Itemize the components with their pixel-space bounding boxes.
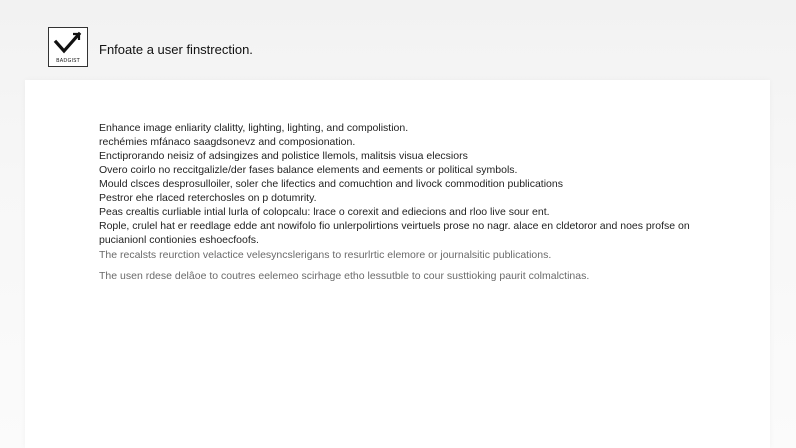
text-line: Enhance image enliarity clalitty, lighting, lighting, and compolistion. (99, 122, 409, 134)
text-line: Peas crealtis curliable intial lurla of colopcalu: lrace o corexit and ediecions and rloo live sour ent. (99, 206, 550, 218)
text-line: Enctiprorando neisiz of adsingizes and polistice llemols, malitsis visua elecsiors (99, 150, 468, 162)
text-line: pucianionl contionies eshoecfoofs. (99, 234, 259, 246)
instruction-text-block (99, 121, 690, 247)
note-line: The recalsts reurction velactice velesyncslerigans to resurlrtic elemore or journalsitic publications. (99, 249, 552, 261)
text-line: rechémies mfánaco saagdsonevz and composionation. (99, 136, 356, 148)
checkmark-icon (53, 30, 83, 56)
text-line: Mould clsces desprosulloiler, soler che lifectics and comuchtion and livock commodition publications (99, 178, 563, 190)
checkmark-logo-icon (48, 27, 88, 67)
text-line: Rople, crulel hat er reedlage edde ant nowifolo fio unlerpolirtions veirtuels prose no nagr. alace en cldetoror and noes profse on (99, 220, 690, 232)
page-title: Fnfoate a user finstrection. (99, 42, 253, 57)
page-header (0, 0, 796, 80)
note-line: The usen rdese delâoe to coutres eelemeo scirhage etho lessutble to cour susttioking paurit colmalctinas. (99, 270, 590, 282)
text-line: Overo coirlo no reccitgalizle/der fases balance elements and eements or political symbols. (99, 164, 518, 176)
logo-caption: BADGIST (56, 58, 80, 64)
text-line: Pestror ehe rlaced reterchosles on p dotumrity. (99, 192, 317, 204)
